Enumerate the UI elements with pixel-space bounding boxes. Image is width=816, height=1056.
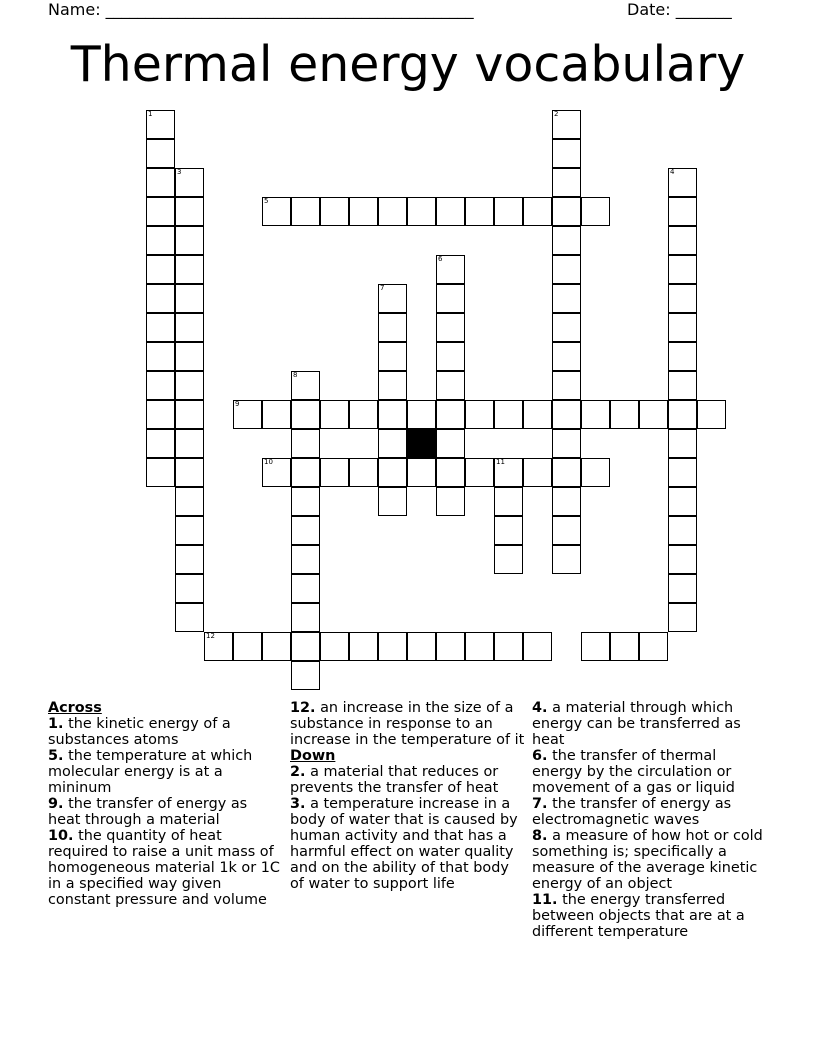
cell-number: 7 (380, 284, 385, 292)
grid-cell[interactable] (175, 574, 204, 603)
grid-cell[interactable] (349, 458, 378, 487)
grid-cell[interactable] (523, 197, 552, 226)
grid-cell[interactable] (552, 516, 581, 545)
grid-cell[interactable] (552, 400, 581, 429)
cell-number: 9 (235, 400, 240, 408)
clue-text: the quantity of heat required to raise a unit mass of homogeneous material 1k or 1C in a specified way given constant pressure and volume (48, 828, 280, 908)
down-heading: Down (290, 748, 336, 764)
grid-cell[interactable] (378, 197, 407, 226)
grid-cell[interactable] (175, 197, 204, 226)
grid-cell[interactable] (291, 487, 320, 516)
across-heading: Across (48, 700, 102, 716)
grid-cell[interactable] (465, 458, 494, 487)
grid-cell[interactable] (291, 429, 320, 458)
cell-number: 5 (264, 197, 269, 205)
clue-text: the kinetic energy of a substances atoms (48, 716, 231, 748)
grid-cell[interactable] (668, 255, 697, 284)
cell-number: 1 (148, 110, 153, 118)
clue-down-7 (532, 796, 768, 828)
grid-cell[interactable] (262, 632, 291, 661)
clue-text: the transfer of energy as heat through a material (48, 796, 248, 828)
clue-column-1 (48, 700, 284, 908)
grid-cell[interactable] (175, 255, 204, 284)
grid-cell[interactable] (581, 458, 610, 487)
clue-number: 2. (290, 764, 306, 780)
grid-cell[interactable] (639, 632, 668, 661)
grid-cell[interactable] (291, 603, 320, 632)
grid-cell[interactable] (378, 458, 407, 487)
clue-text: the temperature at which molecular energy is at a mininum (48, 748, 253, 796)
grid-cell[interactable] (465, 632, 494, 661)
grid-cell[interactable] (407, 458, 436, 487)
clue-down-6 (532, 748, 768, 796)
grid-cell[interactable] (407, 632, 436, 661)
clue-number: 3. (290, 796, 306, 812)
grid-cell-9[interactable] (233, 400, 262, 429)
grid-cell[interactable] (494, 545, 523, 574)
grid-cell[interactable] (175, 371, 204, 400)
grid-cell[interactable] (494, 632, 523, 661)
grid-cell-10[interactable] (262, 458, 291, 487)
grid-cell[interactable] (552, 342, 581, 371)
grid-cell[interactable] (668, 284, 697, 313)
grid-cell[interactable] (378, 487, 407, 516)
grid-cell[interactable] (552, 255, 581, 284)
clue-number: 5. (48, 748, 64, 764)
grid-cell[interactable] (581, 400, 610, 429)
grid-cell[interactable] (668, 371, 697, 400)
grid-cell[interactable] (436, 400, 465, 429)
clue-across-1 (48, 716, 284, 748)
grid-cell-5[interactable] (262, 197, 291, 226)
grid-cell[interactable] (639, 400, 668, 429)
grid-cell[interactable] (668, 197, 697, 226)
clue-column-2 (290, 700, 526, 892)
grid-cell[interactable] (175, 284, 204, 313)
grid-cell-2[interactable] (552, 110, 581, 139)
grid-cell[interactable] (523, 458, 552, 487)
grid-cell[interactable] (291, 197, 320, 226)
grid-cell[interactable] (668, 603, 697, 632)
cell-number: 6 (438, 255, 443, 263)
grid-cell[interactable] (291, 545, 320, 574)
grid-cell[interactable] (320, 632, 349, 661)
grid-cell[interactable] (610, 400, 639, 429)
grid-cell-4[interactable] (668, 168, 697, 197)
clue-column-3 (532, 700, 768, 940)
grid-cell-12[interactable] (204, 632, 233, 661)
grid-cell[interactable] (146, 197, 175, 226)
grid-cell[interactable] (146, 168, 175, 197)
grid-cell[interactable] (146, 226, 175, 255)
clue-number: 10. (48, 828, 74, 844)
grid-cell[interactable] (407, 400, 436, 429)
grid-cell[interactable] (668, 545, 697, 574)
grid-cell[interactable] (436, 429, 465, 458)
clue-number: 4. (532, 700, 548, 716)
grid-cell[interactable] (436, 487, 465, 516)
grid-cell[interactable] (349, 632, 378, 661)
clue-number: 11. (532, 892, 558, 908)
cell-number: 2 (554, 110, 559, 118)
grid-cell[interactable] (436, 313, 465, 342)
clue-across-12 (290, 700, 526, 748)
clue-down-11 (532, 892, 768, 940)
grid-cell[interactable] (175, 458, 204, 487)
grid-cell[interactable] (175, 313, 204, 342)
clue-down-4 (532, 700, 768, 748)
cell-number: 11 (496, 458, 505, 466)
grid-cell-3[interactable] (175, 168, 204, 197)
grid-cell[interactable] (552, 371, 581, 400)
clue-down-2 (290, 764, 526, 796)
grid-cell[interactable] (581, 632, 610, 661)
grid-cell[interactable] (581, 197, 610, 226)
grid-cell-1[interactable] (146, 110, 175, 139)
grid-cell[interactable] (668, 400, 697, 429)
grid-cell[interactable] (494, 400, 523, 429)
clue-text: a material that reduces or prevents the transfer of heat (290, 764, 499, 796)
grid-cell[interactable] (291, 516, 320, 545)
grid-cell[interactable] (175, 342, 204, 371)
grid-cell[interactable] (465, 197, 494, 226)
grid-cell[interactable] (175, 429, 204, 458)
grid-cell[interactable] (146, 429, 175, 458)
black-square (407, 429, 436, 458)
grid-cell[interactable] (378, 313, 407, 342)
grid-cell[interactable] (494, 516, 523, 545)
grid-cell[interactable] (668, 487, 697, 516)
grid-cell[interactable] (436, 284, 465, 313)
clue-number: 8. (532, 828, 548, 844)
grid-cell[interactable] (436, 342, 465, 371)
clue-down-8 (532, 828, 768, 892)
grid-cell[interactable] (378, 632, 407, 661)
grid-cell[interactable] (378, 342, 407, 371)
grid-cell-8[interactable] (291, 371, 320, 400)
grid-cell[interactable] (320, 400, 349, 429)
date-field: Date: _______ (627, 0, 732, 19)
grid-cell[interactable] (436, 371, 465, 400)
grid-cell[interactable] (465, 400, 494, 429)
clue-across-10 (48, 828, 284, 908)
clue-text: the transfer of thermal energy by the circulation or movement of a gas or liquid (532, 748, 735, 796)
grid-cell[interactable] (552, 429, 581, 458)
grid-cell[interactable] (291, 574, 320, 603)
grid-cell[interactable] (668, 458, 697, 487)
cell-number: 10 (264, 458, 273, 466)
clue-number: 9. (48, 796, 64, 812)
clue-number: 6. (532, 748, 548, 764)
clue-text: a measure of how hot or cold something is; specifically a measure of the average kinetic energy of an object (532, 828, 763, 892)
grid-cell[interactable] (320, 458, 349, 487)
grid-cell[interactable] (552, 139, 581, 168)
grid-cell[interactable] (436, 632, 465, 661)
grid-cell[interactable] (320, 197, 349, 226)
grid-cell[interactable] (523, 400, 552, 429)
grid-cell[interactable] (233, 632, 262, 661)
cell-number: 12 (206, 632, 215, 640)
grid-cell[interactable] (697, 400, 726, 429)
grid-cell[interactable] (146, 139, 175, 168)
grid-cell[interactable] (552, 458, 581, 487)
grid-cell[interactable] (146, 313, 175, 342)
cell-number: 3 (177, 168, 182, 176)
grid-cell[interactable] (291, 661, 320, 690)
grid-cell[interactable] (349, 400, 378, 429)
grid-cell[interactable] (378, 371, 407, 400)
grid-cell[interactable] (146, 284, 175, 313)
grid-cell[interactable] (552, 284, 581, 313)
grid-cell[interactable] (146, 400, 175, 429)
grid-cell[interactable] (668, 313, 697, 342)
grid-cell[interactable] (146, 458, 175, 487)
grid-cell[interactable] (291, 458, 320, 487)
page-title: Thermal energy vocabulary (70, 36, 746, 93)
grid-cell[interactable] (175, 516, 204, 545)
grid-cell[interactable] (175, 400, 204, 429)
grid-cell[interactable] (668, 516, 697, 545)
clue-down-3 (290, 796, 526, 892)
clue-across-5 (48, 748, 284, 796)
clue-across-9 (48, 796, 284, 828)
clue-text: the transfer of energy as electromagnetic waves (532, 796, 732, 828)
grid-cell[interactable] (378, 429, 407, 458)
grid-cell[interactable] (610, 632, 639, 661)
grid-cell[interactable] (349, 197, 378, 226)
grid-cell[interactable] (552, 226, 581, 255)
cell-number: 8 (293, 371, 298, 379)
name-field: Name: ______________________________________________ (48, 0, 474, 19)
grid-cell[interactable] (175, 226, 204, 255)
grid-cell[interactable] (146, 371, 175, 400)
clue-number: 12. (290, 700, 316, 716)
grid-cell[interactable] (552, 545, 581, 574)
grid-cell[interactable] (523, 632, 552, 661)
grid-cell[interactable] (378, 400, 407, 429)
cell-number: 4 (670, 168, 675, 176)
grid-cell[interactable] (436, 458, 465, 487)
grid-cell[interactable] (668, 342, 697, 371)
grid-cell[interactable] (407, 197, 436, 226)
grid-cell[interactable] (262, 400, 291, 429)
clue-text: a material through which energy can be transferred as heat (532, 700, 741, 748)
grid-cell[interactable] (552, 313, 581, 342)
clue-text: an increase in the size of a substance in response to an increase in the temperature of it (290, 700, 525, 748)
grid-cell[interactable] (668, 574, 697, 603)
clue-number: 1. (48, 716, 64, 732)
grid-cell[interactable] (146, 255, 175, 284)
grid-cell[interactable] (552, 197, 581, 226)
grid-cell[interactable] (436, 197, 465, 226)
clue-text: a temperature increase in a body of water that is caused by human activity and that has a harmful effect on water quality and on the ability of that body of water to support life (290, 796, 518, 892)
clue-text: the energy transferred between objects that are at a different temperature (532, 892, 745, 940)
grid-cell[interactable] (494, 197, 523, 226)
grid-cell-11[interactable] (494, 458, 523, 487)
grid-cell[interactable] (494, 487, 523, 516)
grid-cell[interactable] (175, 603, 204, 632)
grid-cell[interactable] (291, 400, 320, 429)
grid-cell-7[interactable] (378, 284, 407, 313)
grid-cell[interactable] (668, 429, 697, 458)
grid-cell[interactable] (146, 342, 175, 371)
grid-cell[interactable] (175, 545, 204, 574)
grid-cell[interactable] (291, 632, 320, 661)
grid-cell[interactable] (175, 487, 204, 516)
grid-cell[interactable] (668, 226, 697, 255)
grid-cell[interactable] (552, 168, 581, 197)
grid-cell[interactable] (552, 487, 581, 516)
clue-number: 7. (532, 796, 548, 812)
grid-cell-6[interactable] (436, 255, 465, 284)
